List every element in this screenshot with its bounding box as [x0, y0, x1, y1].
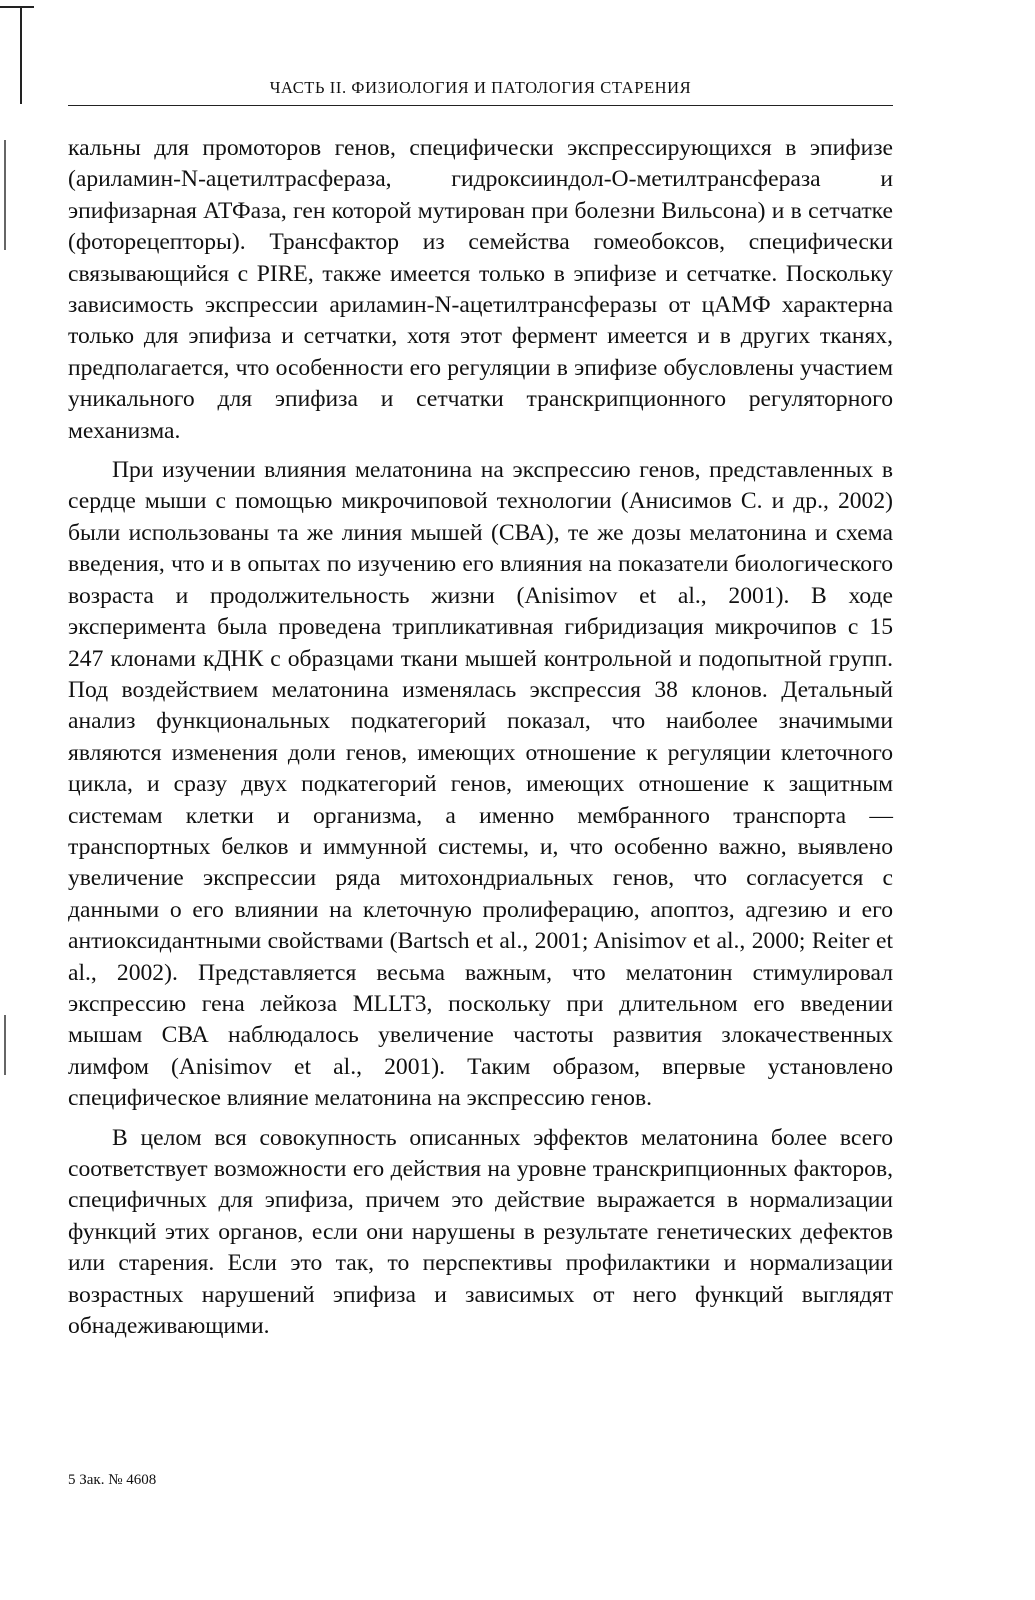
header-rule	[68, 105, 893, 106]
running-header: ЧАСТЬ II. ФИЗИОЛОГИЯ И ПАТОЛОГИЯ СТАРЕНИЯ	[269, 78, 692, 97]
page-body	[68, 133, 893, 1350]
scan-edge-mark	[4, 1015, 6, 1075]
scan-edge-mark	[4, 140, 6, 250]
paragraph-melatonin-gene-expression: При изучении влияния мелатонина на экспрессию генов, представленных в сердце мыши с помощью микрочиповой технологии (Анисимов С. и др., 2002) были использованы та же линия мышей (СВА), те же дозы мелатонина и схема введения, что и в опытах по изучению его влияния на показатели биологического возраста и продолжительность жизни (Anisimov et al., 2001). В ходе эксперимента была проведена трипликативная гибридизация микрочипов с 15 247 клонами кДНК с образцами ткани мышей контрольной и подопытной групп. Под воздействием мелатонина изменялась экспрессия 38 клонов. Детальный анализ функциональных подкатегорий показал, что наиболее значимыми являются изменения доли генов, имеющих отношение к регуляции клеточного цикла, и сразу двух подкатегорий генов, имеющих отношение к защитным системам клетки и организма, а именно мембранного транспорта — транспортных белков и иммунной системы, и, что особенно важно, выявлено увеличение экспрессии ряда митохондриальных генов, что согласуется с данными о его влиянии на клеточную пролиферацию, апоптоз, адгезию и его антиоксидантными свойствами (Bartsch et al., 2001; Anisimov et al., 2000; Reiter et al., 2002). Представляется весьма важным, что мелатонин стимулировал экспрессию гена лейкоза MLLT3, поскольку при длительном его введении мышам СВА наблюдалось увеличение частоты развития злокачественных лимфом (Anisimov et al., 2001). Таким образом, впервые установлено специфическое влияние мелатонина на экспрессию генов.	[68, 457, 893, 1112]
crop-mark-horizontal	[0, 6, 34, 8]
paragraph-continued: кальны для промоторов генов, специфически экспрессирующихся в эпифизе (ариламин-N-ацетилтрасфераза, гидроксииндол-О-метилтрансфераза и эпифизарная АТФаза, ген которой мутирован при болезни Вильсона) и в сетчатке (фоторецепторы). Трансфактор из семейства гомеобоксов, специфически связывающийся с PIRE, также имеется только в эпифизе и сетчатке. Поскольку зависимость экспрессии ариламин-N-ацетилтрансферазы от цАМФ характерна только для эпифиза и сетчатки, хотя этот фермент имеется и в других тканях, предполагается, что особенности его регуляции в эпифизе обусловлены участием уникального для эпифиза и сетчатки транскрипционного регуляторного механизма.	[68, 135, 893, 444]
paragraph-conclusion: В целом вся совокупность описанных эффектов мелатонина более всего соответствует возможности его действия на уровне транскрипционных факторов, специфичных для эпифиза, причем это действие выражается в нормализации функций этих органов, если они нарушены в результате генетических дефектов или старения. Если это так, то перспективы профилактики и нормализации возрастных нарушений эпифиза и зависимых от него функций выглядят обнадеживающими.	[68, 1124, 893, 1340]
printer-signature: 5 Зак. № 4608	[68, 1472, 157, 1488]
crop-mark-vertical	[20, 6, 22, 104]
